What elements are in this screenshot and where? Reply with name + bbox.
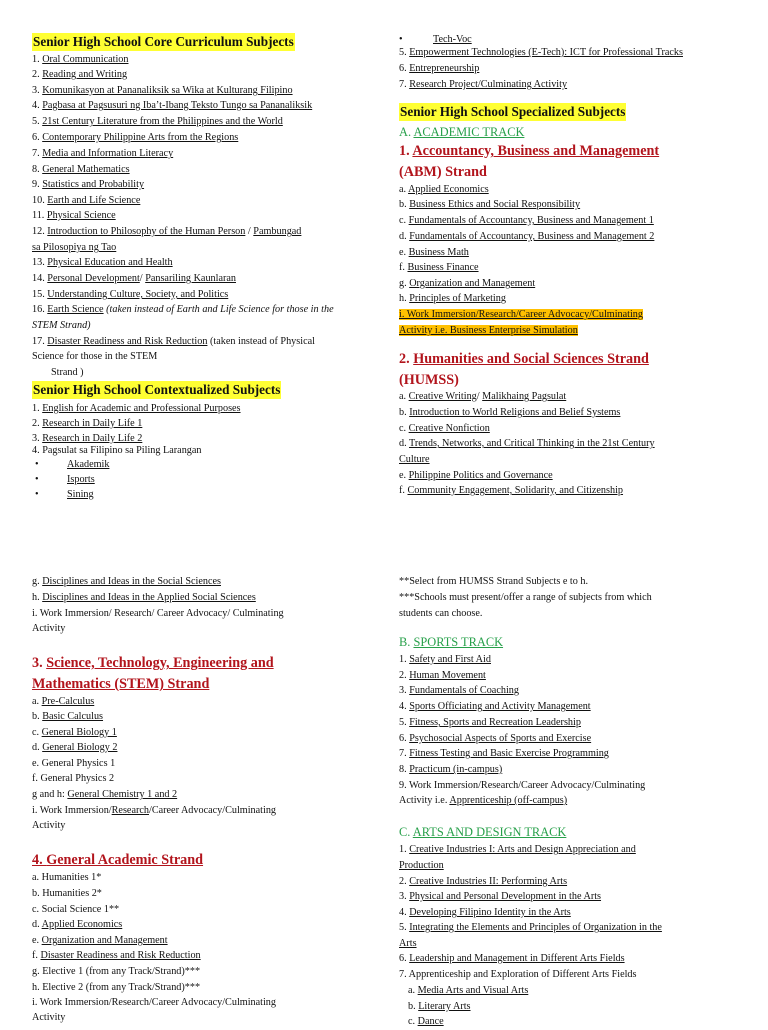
core-item-6: 6. Contemporary Philippine Arts from the Regions bbox=[32, 132, 239, 143]
abm-item-b: b. Business Ethics and Social Responsibility bbox=[399, 199, 581, 210]
arts-item-7: 7. Apprenticeship and Exploration of Different Arts Fields bbox=[399, 969, 637, 980]
humss-item-f: f. Community Engagement, Solidarity, and Citizenship bbox=[399, 485, 624, 496]
sports-item-2: 2. Human Movement bbox=[399, 670, 486, 681]
core-item-17-cont2: Strand ) bbox=[51, 367, 84, 378]
sports-item-7: 7. Fitness Testing and Basic Exercise Programming bbox=[399, 748, 609, 759]
abm-item-d: d. Fundamentals of Accountancy, Business and Management 2 bbox=[399, 231, 655, 242]
humss-item-g: g. Disciplines and Ideas in the Social Sciences bbox=[32, 576, 221, 587]
bullet-icon: • bbox=[35, 474, 39, 485]
stem-item-d: d. General Biology 2 bbox=[32, 742, 118, 753]
sports-item-5: 5. Fitness, Sports and Recreation Leadership bbox=[399, 717, 581, 728]
stem-item-gh: g and h: General Chemistry 1 and 2 bbox=[32, 789, 178, 800]
sports-item-4: 4. Sports Officiating and Activity Management bbox=[399, 701, 591, 712]
arts-item-7a: a. Media Arts and Visual Arts bbox=[408, 985, 529, 996]
humss-item-b: b. Introduction to World Religions and Belief Systems bbox=[399, 407, 621, 418]
core-item-2: 2. Reading and Writing bbox=[32, 69, 128, 80]
abm-item-e: e. Business Math bbox=[399, 247, 469, 258]
tech-voc-item: Tech-Voc bbox=[433, 34, 472, 45]
core-item-8: 8. General Mathematics bbox=[32, 164, 130, 175]
core-curriculum-header: Senior High School Core Curriculum Subjects bbox=[33, 34, 294, 49]
gas-item-f: f. Disaster Readiness and Risk Reduction bbox=[32, 950, 201, 961]
core-item-5: 5. 21st Century Literature from the Philippines and the World bbox=[32, 116, 283, 127]
arts-item-4: 4. Developing Filipino Identity in the Arts bbox=[399, 907, 571, 918]
stem-item-b: b. Basic Calculus bbox=[32, 711, 104, 722]
abm-item-c: c. Fundamentals of Accountancy, Business and Management 1 bbox=[399, 215, 654, 226]
gas-strand-heading: 4. General Academic Strand bbox=[32, 852, 204, 868]
ctx-item-1: 1. English for Academic and Professional Purposes bbox=[32, 403, 241, 414]
sports-item-3: 3. Fundamentals of Coaching bbox=[399, 685, 519, 696]
humss-item-e: e. Philippine Politics and Governance bbox=[399, 470, 553, 481]
stem-item-i-cont: Activity bbox=[32, 820, 66, 831]
arts-item-6: 6. Leadership and Management in Different Arts Fields bbox=[399, 953, 625, 964]
humss-item-a: a. Creative Writing/ Malikhaing Pagsulat bbox=[399, 391, 567, 402]
humss-item-h: h. Disciplines and Ideas in the Applied Social Sciences bbox=[32, 592, 256, 603]
humss-strand-heading-cont: (HUMSS) bbox=[399, 372, 459, 388]
stem-strand-heading: 3. Science, Technology, Engineering and bbox=[32, 655, 274, 671]
abm-item-h: h. Principles of Marketing bbox=[399, 293, 506, 304]
humss-item-d-cont: Culture bbox=[399, 454, 430, 465]
arts-item-7c: c. Dance bbox=[408, 1016, 444, 1027]
ctx-item-2: 2. Research in Daily Life 1 bbox=[32, 418, 143, 429]
ctx-sub-isports: Isports bbox=[67, 474, 95, 485]
core-item-7: 7. Media and Information Literacy bbox=[32, 148, 174, 159]
core-item-12: 12. Introduction to Philosophy of the Human Person / Pambungad bbox=[32, 226, 302, 237]
humss-note-2: ***Schools must present/offer a range of subjects from which bbox=[399, 592, 652, 603]
humss-item-c: c. Creative Nonfiction bbox=[399, 423, 490, 434]
core-item-1: 1. Oral Communication bbox=[32, 54, 129, 65]
abm-item-i-cont: Activity i.e. Business Enterprise Simulation bbox=[399, 325, 578, 336]
humss-note-1: **Select from HUMSS Strand Subjects e to h. bbox=[399, 576, 589, 587]
core-item-6-entrep: 6. Entrepreneurship bbox=[399, 63, 480, 74]
arts-item-2: 2. Creative Industries II: Performing Arts bbox=[399, 876, 568, 887]
ctx-sub-sining: Sining bbox=[67, 489, 94, 500]
core-item-3: 3. Komunikasyon at Pananaliksik sa Wika at Kulturang Filipino bbox=[32, 85, 293, 96]
abm-item-g: g. Organization and Management bbox=[399, 278, 536, 289]
core-item-16-cont: STEM Strand) bbox=[32, 320, 91, 331]
core-item-7-research: 7. Research Project/Culminating Activity bbox=[399, 79, 568, 90]
stem-strand-heading-cont: Mathematics (STEM) Strand bbox=[32, 676, 210, 692]
sports-item-6: 6. Psychosocial Aspects of Sports and Exercise bbox=[399, 733, 592, 744]
core-item-4: 4. Pagbasa at Pagsusuri ng Iba’t-Ibang Teksto Tungo sa Pananaliksik bbox=[32, 100, 313, 111]
core-item-10: 10. Earth and Life Science bbox=[32, 195, 141, 206]
core-item-14: 14. Personal Development/ Pansariling Kaunlaran bbox=[32, 273, 236, 284]
academic-track-heading: A. ACADEMIC TRACK bbox=[399, 125, 525, 139]
arts-item-1: 1. Creative Industries I: Arts and Design Appreciation and bbox=[399, 844, 636, 855]
gas-item-e: e. Organization and Management bbox=[32, 935, 168, 946]
ctx-item-3: 3. Research in Daily Life 2 bbox=[32, 433, 143, 444]
gas-item-i: i. Work Immersion/Research/Career Advocacy/Culminating bbox=[32, 997, 276, 1008]
contextualized-header: Senior High School Contextualized Subjects bbox=[33, 382, 281, 397]
gas-item-d: d. Applied Economics bbox=[32, 919, 123, 930]
sports-item-1: 1. Safety and First Aid bbox=[399, 654, 491, 665]
arts-item-5: 5. Integrating the Elements and Principles of Organization in the bbox=[399, 922, 662, 933]
abm-item-a: a. Applied Economics bbox=[399, 184, 489, 195]
core-item-12-cont: sa Pilosopiya ng Tao bbox=[32, 242, 117, 253]
stem-item-a: a. Pre-Calculus bbox=[32, 696, 95, 707]
sports-item-9: 9. Work Immersion/Research/Career Advocacy/Culminating bbox=[399, 780, 646, 791]
gas-item-h: h. Elective 2 (from any Track/Strand)*** bbox=[32, 982, 201, 993]
gas-item-b: b. Humanities 2* bbox=[32, 888, 102, 899]
core-item-13: 13. Physical Education and Health bbox=[32, 257, 173, 268]
sports-item-8: 8. Practicum (in-campus) bbox=[399, 764, 503, 775]
ctx-item-4: 4. Pagsulat sa Filipino sa Piling Larangan bbox=[32, 445, 202, 456]
gas-item-c: c. Social Science 1** bbox=[32, 904, 120, 915]
ctx-sub-akademik: Akademik bbox=[67, 459, 110, 470]
sports-track-heading: B. SPORTS TRACK bbox=[399, 635, 504, 649]
stem-item-e: e. General Physics 1 bbox=[32, 758, 116, 769]
core-item-11: 11. Physical Science bbox=[32, 210, 116, 221]
arts-item-1-cont: Production bbox=[399, 860, 444, 871]
humss-note-2-cont: students can choose. bbox=[399, 608, 483, 619]
sports-item-9-cont: Activity i.e. Apprenticeship (off-campus) bbox=[399, 795, 568, 806]
stem-item-c: c. General Biology 1 bbox=[32, 727, 117, 738]
gas-item-i-cont: Activity bbox=[32, 1012, 66, 1023]
bullet-icon: • bbox=[35, 489, 39, 500]
arts-item-3: 3. Physical and Personal Development in the Arts bbox=[399, 891, 602, 902]
gas-item-a: a. Humanities 1* bbox=[32, 872, 102, 883]
arts-item-7b: b. Literary Arts bbox=[408, 1001, 471, 1012]
bullet-icon: • bbox=[35, 459, 39, 470]
bullet-icon: • bbox=[399, 34, 403, 45]
core-item-17: 17. Disaster Readiness and Risk Reduction (taken instead of Physical bbox=[32, 336, 315, 347]
humss-item-i: i. Work Immersion/ Research/ Career Advocacy/ Culminating bbox=[32, 608, 284, 619]
abm-strand-heading-cont: (ABM) Strand bbox=[399, 164, 487, 180]
arts-track-heading: C. ARTS AND DESIGN TRACK bbox=[399, 825, 567, 839]
abm-item-f: f. Business Finance bbox=[399, 262, 479, 273]
core-item-17-cont: Science for those in the STEM bbox=[32, 351, 158, 362]
humss-strand-heading: 2. Humanities and Social Sciences Strand bbox=[399, 351, 649, 367]
gas-item-g: g. Elective 1 (from any Track/Strand)*** bbox=[32, 966, 201, 977]
core-item-16: 16. Earth Science (taken instead of Earth and Life Science for those in the bbox=[32, 304, 334, 315]
core-item-9: 9. Statistics and Probability bbox=[32, 179, 145, 190]
core-item-15: 15. Understanding Culture, Society, and Politics bbox=[32, 289, 229, 300]
abm-item-i: i. Work Immersion/Research/Career Advocacy/Culminating bbox=[399, 309, 643, 320]
humss-item-i-cont: Activity bbox=[32, 623, 66, 634]
stem-item-f: f. General Physics 2 bbox=[32, 773, 115, 784]
specialized-header: Senior High School Specialized Subjects bbox=[400, 104, 626, 119]
abm-strand-heading: 1. Accountancy, Business and Management bbox=[399, 143, 660, 159]
arts-item-5-cont: Arts bbox=[399, 938, 417, 949]
ctx-sub-list bbox=[35, 457, 235, 505]
core-item-5-etech: 5. Empowerment Technologies (E-Tech): ICT for Professional Tracks bbox=[399, 47, 683, 58]
humss-item-d: d. Trends, Networks, and Critical Thinking in the 21st Century bbox=[399, 438, 655, 449]
stem-item-i: i. Work Immersion/Research/Career Advocacy/Culminating bbox=[32, 805, 277, 816]
